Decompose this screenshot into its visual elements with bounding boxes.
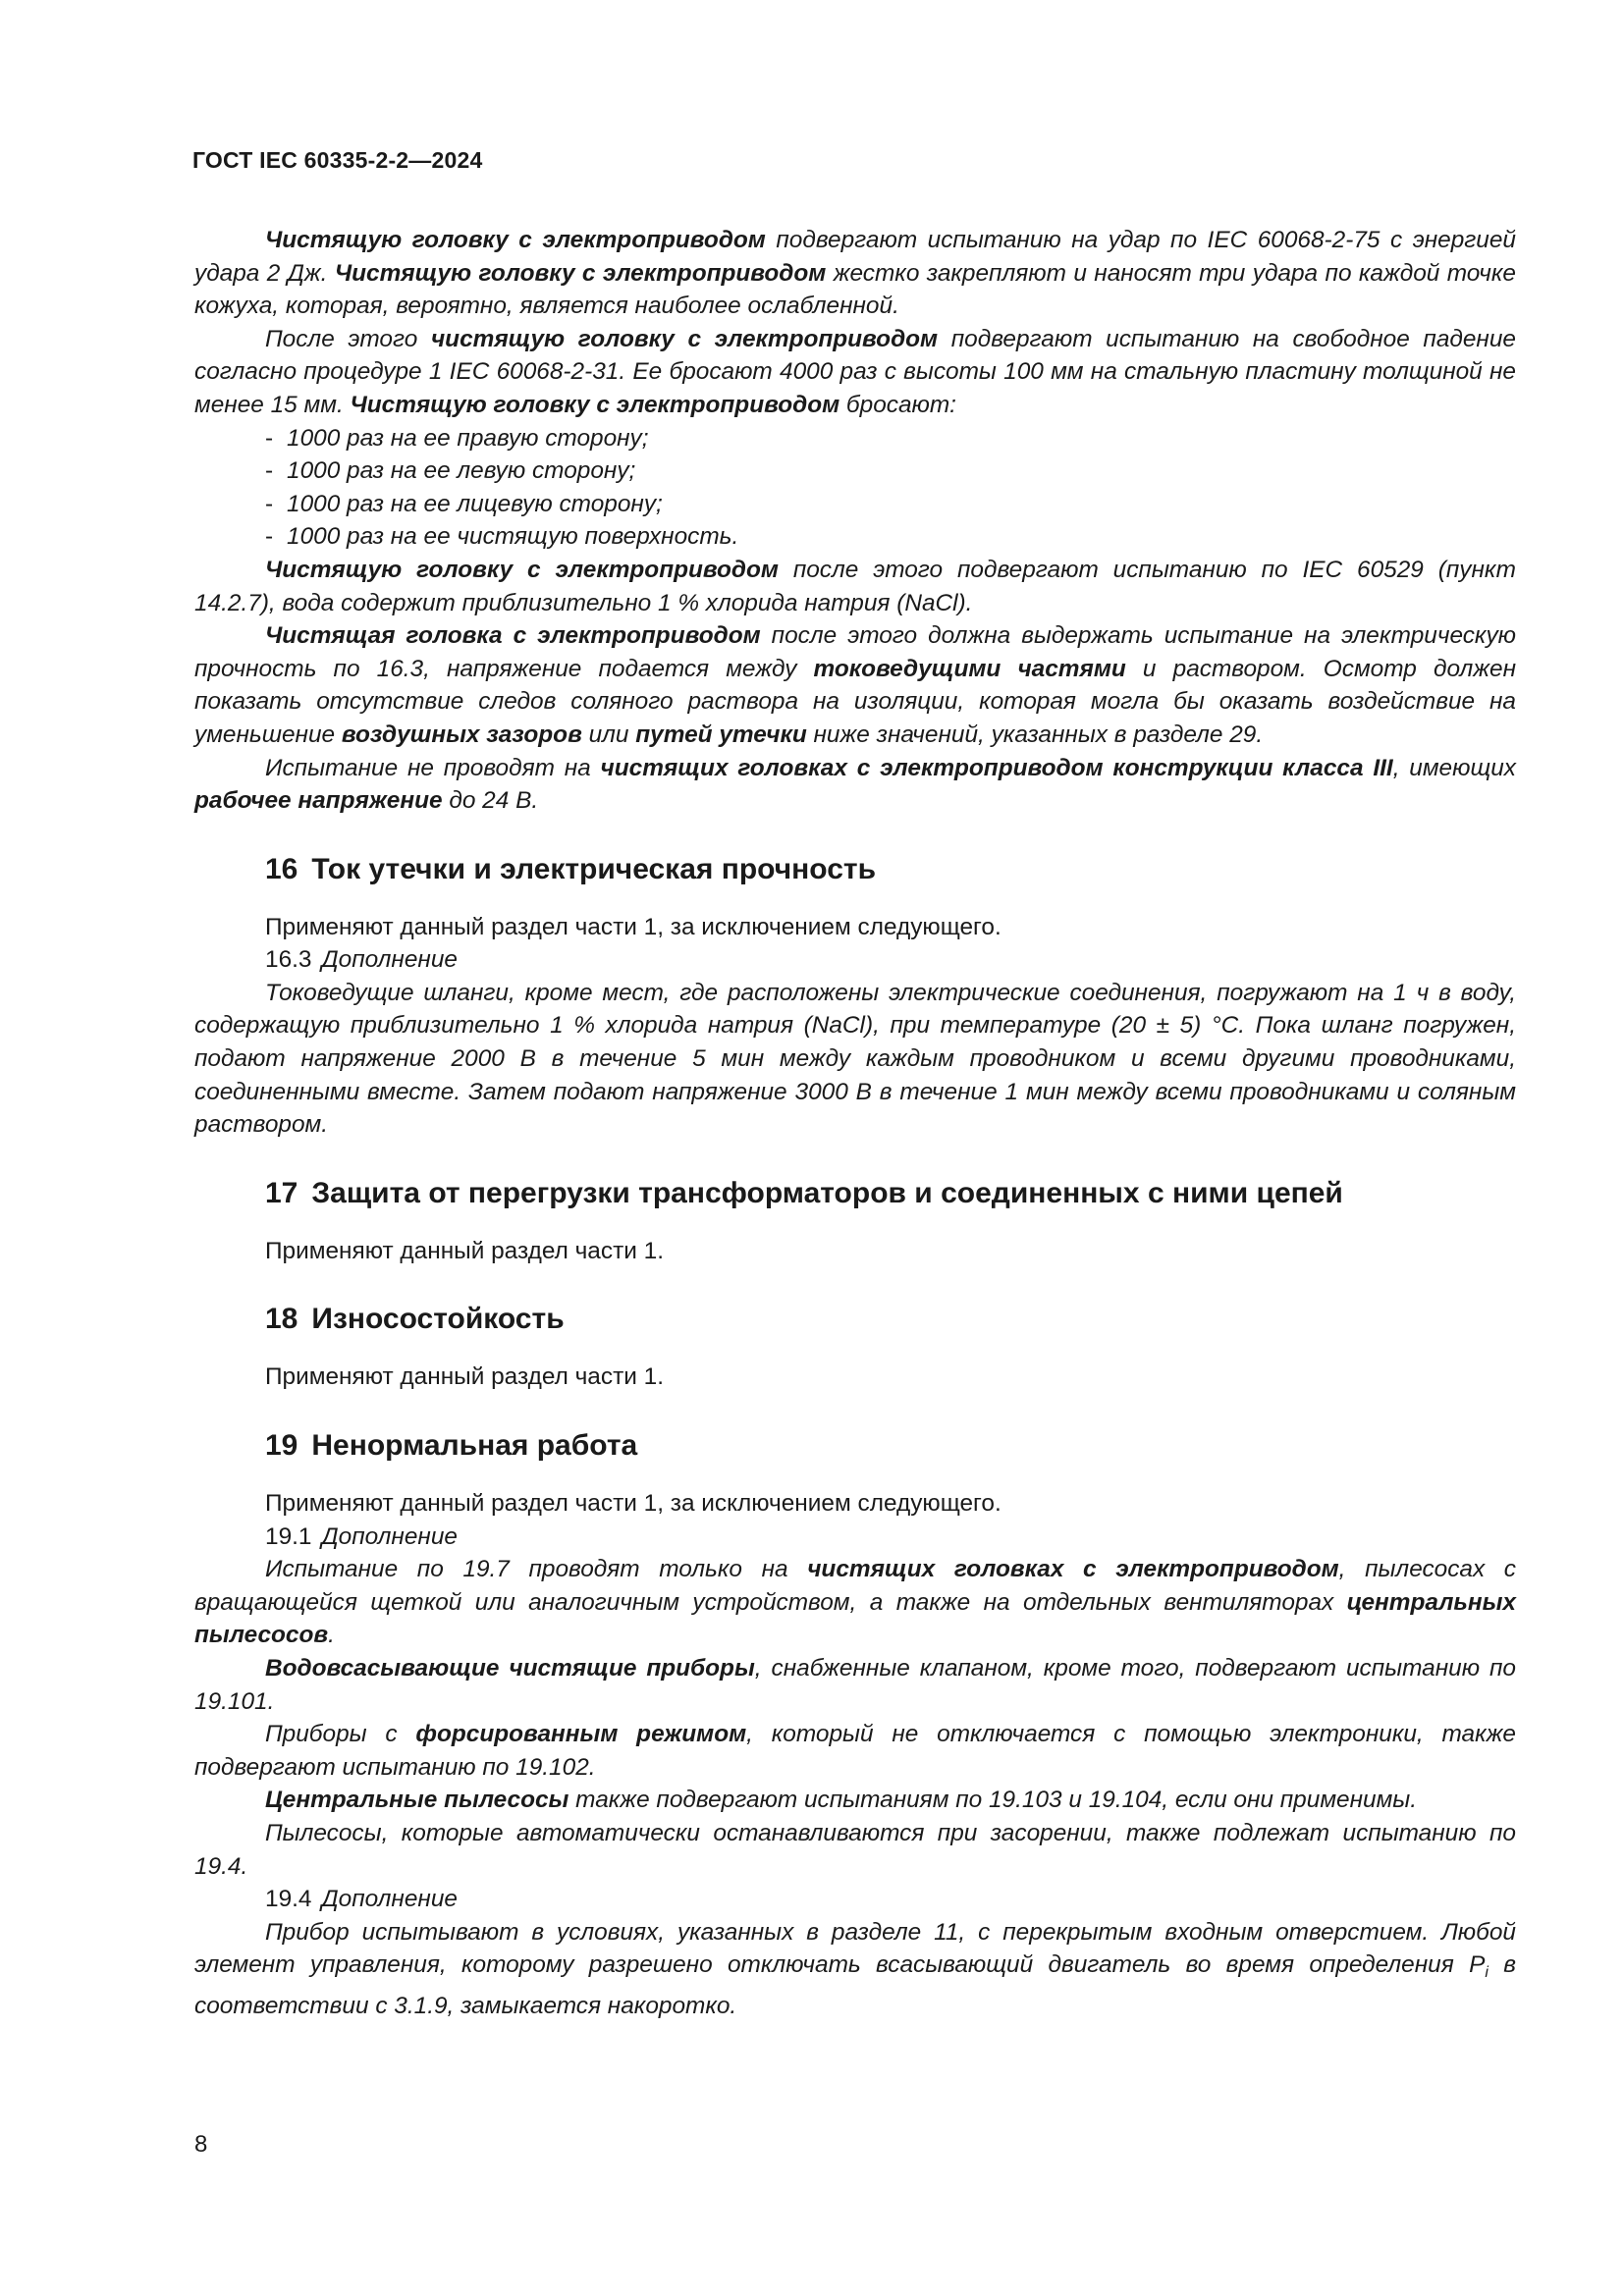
bold-term: чистящих головках с электроприводом [807,1556,1339,1583]
bold-term: Чистящую головку с электроприводом [265,556,779,583]
section-heading-18: 18 Износостойкость [265,1303,565,1336]
text-run: Испытание не проводят на [265,754,601,781]
document-header: ГОСТ IEC 60335-2-2—2024 [192,147,483,173]
subscript-text: i [1485,1964,1489,1982]
text-run: жестко закрепляют и наносят три удара по каждой точке кожуха, которая, вероятно, является наиболее ослабленной. [194,259,1516,320]
section-heading-17: 17 Защита от перегрузки трансформаторов и соединенных с ними цепей [265,1176,1343,1209]
bold-term: чистящую головку с электроприводом [430,325,939,352]
text-run: подвергают испытанию на удар по IEC 60068-2-75 с энергией удара 2 Дж. [194,227,1516,287]
text-run: ниже значений, указанных в разделе 29. [806,721,1264,748]
bold-term: Центральные пылесосы [265,1787,569,1814]
paragraph [194,1916,1516,2023]
text-run: , пылесосах с вращающейся щеткой или аналогичным устройством, а также на отдельных вентиляторах [194,1556,1517,1616]
text-run: до 24 В. [442,787,539,815]
subsection-label: 19.4 Дополнение [265,1886,458,1913]
paragraph: Токоведущие шланги, кроме мест, где расположены электрические соединения, погружают на 1 ч в воду, содержащую приблизительно 1 % хлорида натрия (NaCl), при температуре (20 ± 5) °С. Пока шланг погружен, подают напряжение 2000 В в течение 5 мин между каждым проводником и всеми другими проводниками, соединенными вместе. Затем подают напряжение 3000 В в течение 1 мин между всеми проводниками и соляным раствором. [194,979,1516,1139]
paragraph [194,554,1516,619]
text-run: , который не отключается с помощью электроники, также подвергают испытанию по 19.102. [194,1721,1516,1781]
section-intro: Применяют данный раздел части 1. [265,1237,664,1264]
section-heading-19: 19 Ненормальная работа [265,1429,638,1463]
bold-term: путей утечки [635,721,807,748]
list-item: - 1000 раз на ее лицевую сторону; [194,488,1516,521]
section-intro: Применяют данный раздел части 1. [265,1363,664,1391]
text-run: . [328,1622,335,1649]
subsection-label: 16.3 Дополнение [265,946,458,974]
section-intro: Применяют данный раздел части 1, за исключением следующего. [265,1490,1001,1518]
paragraph [194,1817,1516,1883]
section-intro: Применяют данный раздел части 1, за исключением следующего. [265,913,1001,940]
bold-term: Чистящая головка с электроприводом [265,622,761,650]
document-body [194,224,1516,2023]
text-run: После этого [265,325,431,352]
page-number: 8 [194,2131,208,2158]
list-item: - 1000 раз на ее левую сторону; [194,454,1516,488]
text-run: , снабженные клапаном, кроме того, подвергают испытанию по 19.101. [194,1655,1516,1715]
dash-list [194,422,1516,554]
bold-term: центральных пылесосов [194,1588,1516,1649]
text-run: также подвергают испытаниям по 19.103 и 19.104, если они применимы. [568,1787,1418,1814]
text-run: Приборы с [265,1721,416,1748]
dash-marker: - [265,424,274,452]
subsection-label: 19.1 Дополнение [265,1522,458,1550]
text-run: и раствором. Осмотр должен показать отсутствие следов соляного раствора на изоляции, которая могла бы оказать воздействие на уменьшение [194,655,1517,748]
dash-marker: - [265,523,274,551]
bold-term: Водовсасывающие чистящие приборы [265,1655,755,1682]
paragraph [194,752,1516,818]
section-heading-16: 16 Ток утечки и электрическая прочность [265,852,877,885]
paragraph [194,619,1516,751]
dash-marker: - [265,457,274,485]
paragraph [194,224,1516,323]
text-run: бросают: [839,391,956,418]
text-run: в соответствии с 3.1.9, замыкается накоротко. [194,1951,1516,2019]
text-run: подвергают испытанию на свободное падение согласно процедуре 1 IEC 60068-2-31. Ее бросают 4000 раз с высоты 100 мм на стальную пластину толщиной не менее 15 мм. [194,325,1516,418]
text-run: Прибор испытывают в условиях, указанных в разделе 11, с перекрытым входным отверстием. Любой элемент управления, которому разрешено отключать всасывающий двигатель во время определения P [194,1918,1516,1979]
text-run: после этого подвергают испытанию по IEC 60529 (пункт 14.2.7), вода содержит приблизительно 1 % хлорида натрия (NaCl). [194,556,1516,616]
text-run: или [581,721,636,748]
dash-marker: - [265,490,274,517]
bold-term: чистящих головках с электроприводом конструкции класса III [600,754,1393,781]
text-run: после этого должна выдержать испытание на электрическую прочность по 16.3, напряжение подается между [194,622,1516,682]
paragraph [194,323,1516,422]
bold-term: воздушных зазоров [341,721,582,748]
list-item: - 1000 раз на ее чистящую поверхность. [194,520,1516,554]
bold-term: токоведущими частями [813,655,1126,682]
paragraph [194,1652,1516,1718]
bold-term: рабочее напряжение [194,787,443,815]
text-run: , имеющих [1392,754,1516,781]
list-item: - 1000 раз на ее правую сторону; [194,422,1516,455]
text-run: Испытание по 19.7 проводят только на [265,1556,808,1583]
paragraph [194,1784,1516,1817]
bold-term: Чистящую головку с электроприводом [334,259,827,287]
text-run: Пылесосы, которые автоматически останавливаются при засорении, также подлежат испытанию по 19.4. [194,1819,1516,1880]
bold-term: Чистящую головку с электроприводом [350,391,840,418]
bold-term: форсированным режимом [415,1721,747,1748]
paragraph [194,1718,1516,1784]
paragraph [194,1553,1516,1652]
bold-term: Чистящую головку с электроприводом [265,227,766,253]
